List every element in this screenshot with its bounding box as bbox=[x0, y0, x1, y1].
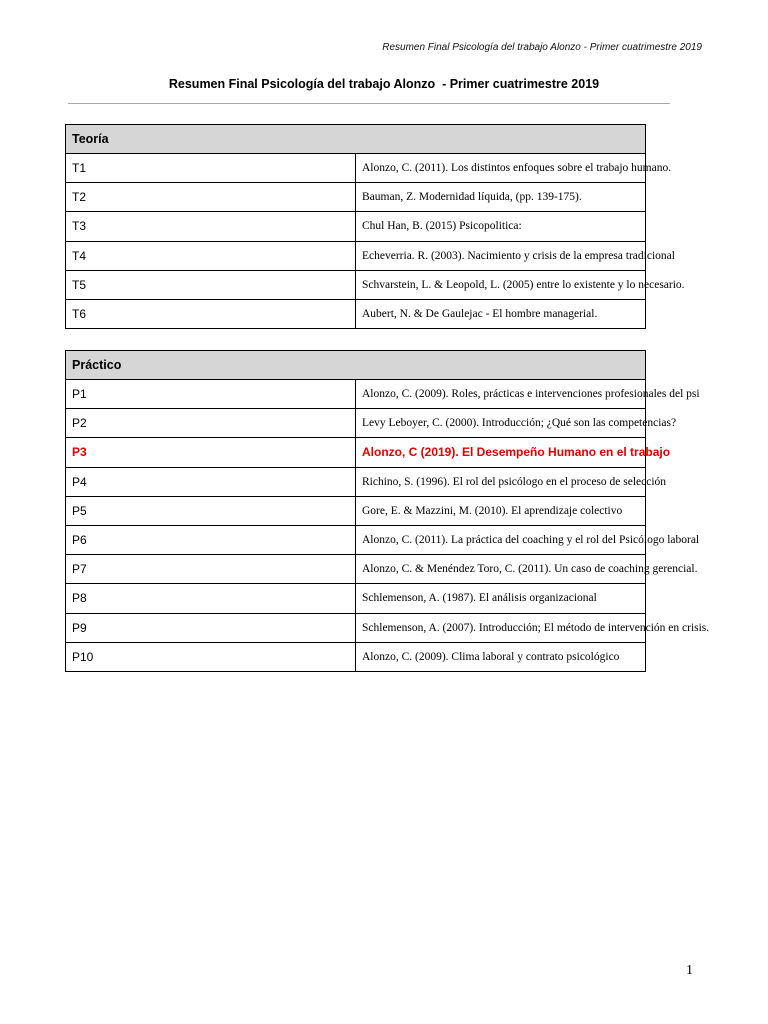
reference-code: P3 bbox=[66, 438, 356, 467]
title-divider bbox=[68, 103, 670, 104]
teoria-rows bbox=[66, 154, 685, 329]
reference-text: Richino, S. (1996). El rol del psicólogo en el proceso de selección bbox=[356, 467, 646, 496]
reference-code: P5 bbox=[66, 496, 356, 525]
practico-table bbox=[65, 350, 710, 672]
table-row bbox=[66, 183, 646, 212]
reference-text: Gore, E. & Mazzini, M. (2010). El aprendizaje colectivo bbox=[356, 496, 646, 525]
running-header: Resumen Final Psicología del trabajo Alonzo - Primer cuatrimestre 2019 bbox=[382, 42, 702, 53]
reference-code: P10 bbox=[66, 642, 356, 671]
practico-heading: Práctico bbox=[66, 351, 646, 380]
reference-code: T3 bbox=[66, 212, 356, 241]
reference-text: Schlemenson, A. (1987). El análisis organizacional bbox=[356, 584, 646, 613]
practico-rows bbox=[66, 380, 710, 672]
table-row bbox=[66, 438, 646, 467]
table-row bbox=[66, 241, 646, 270]
reference-code: P7 bbox=[66, 555, 356, 584]
reference-code: T2 bbox=[66, 183, 356, 212]
reference-text: Alonzo, C. & Menéndez Toro, C. (2011). Un caso de coaching gerencial. bbox=[356, 555, 646, 584]
reference-text: Schlemenson, A. (2007). Introducción; El método de intervención en crisis. bbox=[356, 613, 646, 642]
page-number: 1 bbox=[686, 963, 693, 978]
reference-text: Alonzo, C. (2009). Clima laboral y contrato psicológico bbox=[356, 642, 646, 671]
reference-code: T5 bbox=[66, 270, 356, 299]
reference-text: Alonzo, C (2019). El Desempeño Humano en el trabajo bbox=[356, 438, 646, 467]
table-row bbox=[66, 270, 646, 299]
reference-code: P9 bbox=[66, 613, 356, 642]
table-row bbox=[66, 409, 646, 438]
reference-text: Bauman, Z. Modernidad líquida, (pp. 139-175). bbox=[356, 183, 646, 212]
reference-code: T1 bbox=[66, 154, 356, 183]
table-row bbox=[66, 584, 646, 613]
reference-code: P1 bbox=[66, 380, 356, 409]
table-row bbox=[66, 642, 646, 671]
teoria-table bbox=[65, 124, 685, 329]
document-title: Resumen Final Psicología del trabajo Alonzo - Primer cuatrimestre 2019 bbox=[168, 77, 600, 91]
table-row bbox=[66, 380, 646, 409]
table-row bbox=[66, 467, 646, 496]
table-row bbox=[66, 613, 646, 642]
reference-code: T6 bbox=[66, 299, 356, 328]
table-row bbox=[66, 212, 646, 241]
table-row bbox=[66, 496, 646, 525]
table-row bbox=[66, 299, 646, 328]
reference-code: P4 bbox=[66, 467, 356, 496]
reference-text: Alonzo, C. (2009). Roles, prácticas e intervenciones profesionales del psi bbox=[356, 380, 646, 409]
table-row bbox=[66, 525, 646, 554]
reference-text: Alonzo, C. (2011). Los distintos enfoques sobre el trabajo humano. bbox=[356, 154, 646, 183]
reference-text: Schvarstein, L. & Leopold, L. (2005) entre lo existente y lo necesario. bbox=[356, 270, 646, 299]
table-row bbox=[66, 154, 646, 183]
reference-code: P2 bbox=[66, 409, 356, 438]
reference-text: Chul Han, B. (2015) Psicopolitica: bbox=[356, 212, 646, 241]
teoria-heading: Teoría bbox=[66, 125, 646, 154]
reference-text: Levy Leboyer, C. (2000). Introducción; ¿Qué son las competencias? bbox=[356, 409, 646, 438]
reference-code: T4 bbox=[66, 241, 356, 270]
reference-text: Aubert, N. & De Gaulejac - El hombre managerial. bbox=[356, 299, 646, 328]
table-row bbox=[66, 555, 646, 584]
reference-text: Alonzo, C. (2011). La práctica del coaching y el rol del Psicólogo laboral bbox=[356, 525, 646, 554]
reference-code: P8 bbox=[66, 584, 356, 613]
reference-code: P6 bbox=[66, 525, 356, 554]
reference-text: Echeverria. R. (2003). Nacimiento y crisis de la empresa tradicional bbox=[356, 241, 646, 270]
